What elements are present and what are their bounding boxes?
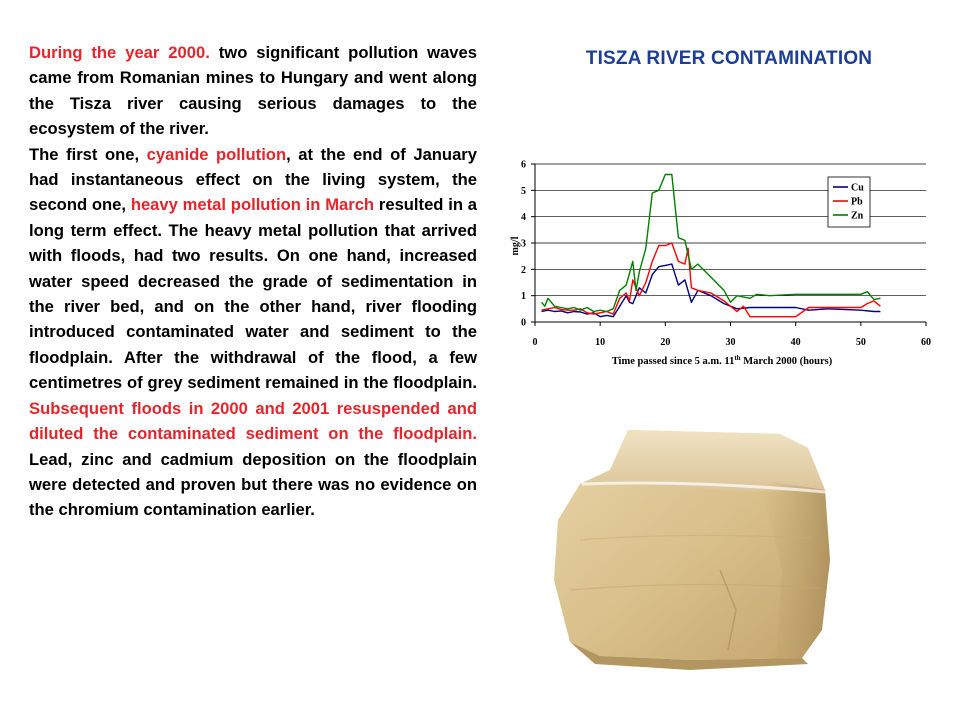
x-tick-label: 30 xyxy=(725,337,736,348)
y-tick-label: 2 xyxy=(521,264,526,276)
cyanide-highlight: cyanide pollution xyxy=(146,144,287,164)
legend-label-cu: Cu xyxy=(851,182,864,194)
y-tick-label: 6 xyxy=(521,159,526,171)
paragraph-1 xyxy=(29,40,477,142)
paragraph-2 xyxy=(29,142,477,523)
y-tick-label: 4 xyxy=(521,212,526,224)
x-axis-label-main: Time passed since 5 a.m. 11 xyxy=(611,356,735,367)
x-axis-label xyxy=(612,354,833,367)
year-highlight: During the year 2000. xyxy=(29,43,210,62)
x-tick-label: 10 xyxy=(595,337,606,348)
x-axis-ticks xyxy=(533,322,932,348)
y-tick-label: 0 xyxy=(521,317,526,329)
y-axis-label: mg/l xyxy=(510,236,521,256)
sediment-sample-image xyxy=(540,420,860,680)
x-axis-label-superscript: th xyxy=(734,354,741,362)
slide-title: TISZA RIVER CONTAMINATION xyxy=(585,48,873,69)
x-tick-label: 40 xyxy=(790,337,801,348)
legend-label-pb: Pb xyxy=(851,196,863,208)
floods-highlight: Subsequent floods in 2000 and 2001 resuspended and diluted the contaminated sediment on the floodplain. xyxy=(29,398,477,444)
description-text xyxy=(29,40,477,523)
x-tick-label: 60 xyxy=(921,337,931,348)
heavy-metal-highlight: heavy metal pollution in March xyxy=(130,195,375,215)
x-tick-label: 20 xyxy=(660,337,671,348)
x-axis-label-end: March 2000 (hours) xyxy=(740,356,833,367)
legend-label-zn: Zn xyxy=(851,210,864,222)
chart-legend xyxy=(828,177,870,227)
paragraph-2-part-a: The first one, xyxy=(29,144,147,164)
series-line-cu xyxy=(542,264,881,317)
contamination-chart xyxy=(498,150,938,380)
paragraph-2-part-c: , at the end of January had instantaneous effect on the living system, the second one, xyxy=(29,144,477,215)
y-tick-label: 1 xyxy=(521,291,526,303)
paragraph-2-part-g: Lead, zinc and cadmium deposition on the floodplain were detected and proven but there was no evidence on the chromium contamination earlier. xyxy=(29,449,477,520)
y-axis-ticks xyxy=(521,160,535,329)
series-line-pb xyxy=(542,243,881,317)
paragraph-2-part-e: resulted in a long term effect. The heavy metal pollution that arrived with floods, had two results. On one hand, increased water speed decreased the grade of sedimentation in the river bed, and on the other hand, river flooding introduced contaminated water and sediment to the floodplain. After the withdrawal of the flood, a few centimetres of grey sediment remained in the floodplain. xyxy=(29,195,478,393)
y-tick-label: 5 xyxy=(521,185,526,197)
x-tick-label: 0 xyxy=(532,337,538,348)
x-tick-label: 50 xyxy=(855,337,866,348)
y-tick-label: 3 xyxy=(521,238,526,250)
paragraph-1-body: two significant pollution waves came from Romanian mines to Hungary and went along the Tisza river causing serious damages to the ecosystem of the river. xyxy=(29,43,477,139)
